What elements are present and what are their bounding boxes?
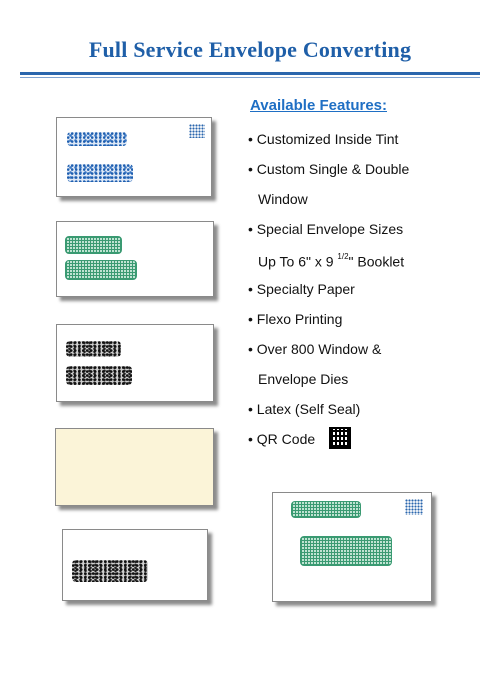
qr-code-icon [329, 427, 351, 449]
feature-item-continued: Envelope Dies [258, 371, 349, 387]
feature-item-qr [248, 424, 478, 454]
title-divider-thin [20, 77, 480, 78]
feature-item: • Flexo Printing [248, 311, 343, 327]
feature-item-continued: Window [258, 191, 308, 207]
envelope-window-top [65, 236, 122, 254]
envelope-window-bottom [65, 260, 137, 280]
envelope-window-top [67, 132, 127, 146]
features-heading: Available Features: [250, 97, 387, 114]
indicia-mark-icon [189, 124, 205, 138]
feature-item: • Custom Single & Double [248, 161, 410, 177]
envelope-window-bottom [300, 536, 392, 566]
page-title: Full Service Envelope Converting [88, 37, 412, 62]
envelope-window-bottom [66, 366, 132, 385]
large-booklet-envelope [272, 492, 432, 602]
black-tint-double-window-envelope [56, 324, 214, 402]
features-list [248, 124, 478, 454]
envelope-window-top [66, 341, 121, 357]
feature-item-continued [248, 244, 478, 274]
feature-item: • Latex (Self Seal) [248, 401, 361, 417]
envelope-window [72, 560, 148, 582]
green-tint-double-window-envelope [56, 221, 214, 297]
envelope-window-bottom [67, 164, 133, 182]
feature-item: • Over 800 Window & [248, 341, 382, 357]
cream-specialty-paper-envelope [55, 428, 214, 506]
size-fraction: 1/2 [337, 252, 349, 261]
feature-item: • QR Code [248, 431, 316, 447]
feature-item: • Special Envelope Sizes [248, 221, 404, 237]
title-divider [20, 72, 480, 75]
envelope-window-top [291, 501, 361, 518]
black-tint-single-window-envelope [62, 529, 208, 601]
blue-tint-double-window-envelope [56, 117, 212, 197]
feature-item: • Customized Inside Tint [248, 131, 399, 147]
indicia-mark-icon [405, 499, 423, 515]
size-text: Up To 6" x 9 [258, 253, 338, 270]
size-suffix: " Booklet [348, 253, 405, 270]
feature-item: • Specialty Paper [248, 281, 355, 297]
